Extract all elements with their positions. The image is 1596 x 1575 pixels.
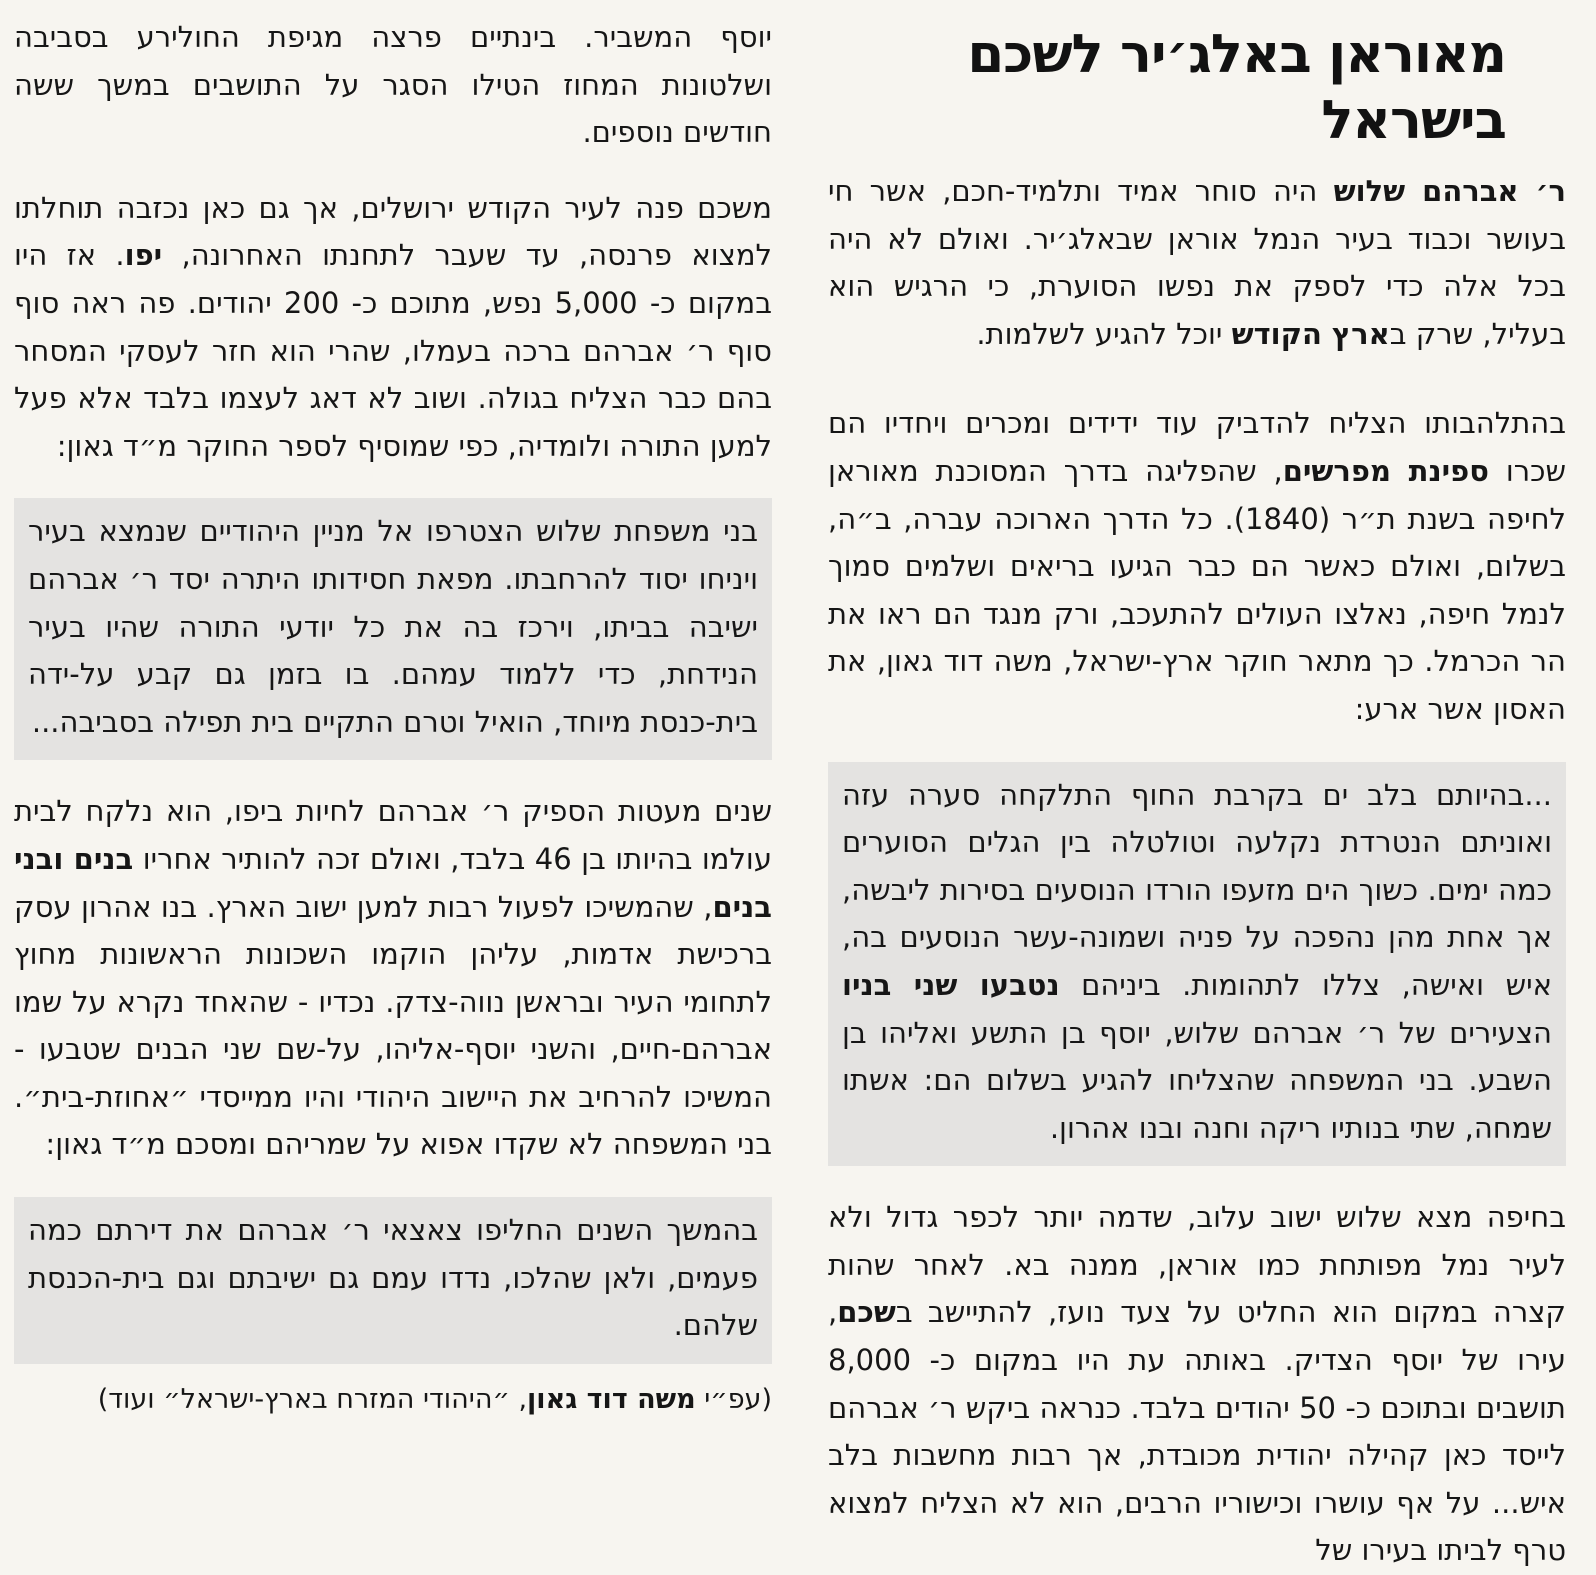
spacer <box>828 358 1566 400</box>
bold-city: שכם <box>837 1295 896 1330</box>
text: . אז היו במקום כ- 5,000 נפש, מתוכם כ- 200 יהודים. פה ראה סוף סוף ר׳ אברהם ברכה בעמלו, שהרי הוא חזר לעסקי המסחר בהם כבר הצליח בגולה. ושוב לא דאג לעצמו בלבד אלא פעל למען התורה ולומדיה, כפי שמוסיף לספר החוקר מ״ד גאון: <box>14 238 772 463</box>
source-credit <box>14 1378 772 1422</box>
text: , עירו של יוסף הצדיק. באותה עת היו במקום כ- 8,000 תושבים ובתוכם כ- 50 יהודים בלבד. כנראה ביקש ר׳ אברהם לייסד כאן קהילה יהודית מכובדת, אך רבות מחשבות בלב איש... על אף עושרו וכישוריו הרבים, הוא לא הצליח למצוא טרף לביתו בעירו של <box>828 1295 1566 1568</box>
text: , שהפליגה בדרך המסוכנת מאוראן לחיפה בשנת ת״ר (1840). כל הדרך הארוכה עברה, ב״ה, בשלום, ואולם כאשר הם כבר הגיעו בריאים ושלמים סמוך לנמל חיפה, נאלצו העולים להתעכב, ורק מנגד הם ראו את הר הכרמל. כך מתאר חוקר ארץ-ישראל, משה דוד גאון, את האסון אשר ארע: <box>828 453 1567 726</box>
spacer <box>828 1166 1566 1194</box>
quote-box-yeshiva <box>14 498 772 760</box>
bold-city: יפו <box>124 238 163 273</box>
quote-box-family <box>14 1197 772 1364</box>
quote-family: בהמשך השנים החליפו צאצאי ר׳ אברהם את דירתם כמה פעמים, ולאן שהלכו, נדדו עמם גם ישיבתם וגם בית-הכנסת שלהם. <box>28 1213 758 1343</box>
left-column <box>14 0 772 1481</box>
text: בחיפה מצא שלוש ישוב עלוב, שדמה יותר לכפר גדול ולא לעיר נמל מפותחת כמו אוראן, ממנה בא. לאחר שהות קצרה במקום הוא החליט על צעד נועז, להתיישב ב <box>828 1200 1566 1330</box>
quote-storm <box>842 772 1552 1153</box>
text: שנים מעטות הספיק ר׳ אברהם לחיות ביפו, הוא נלקח לבית עולמו בהיותו בן 46 בלבד, ואולם זכה להותיר אחריו <box>14 794 772 876</box>
bold-author: משה דוד גאון <box>527 1383 696 1415</box>
bold-place: ארץ הקודש <box>1231 316 1390 351</box>
quote-yeshiva: בני משפחת שלוש הצטרפו אל מניין היהודיים שנמצא בעיר ויניחו יסוד להרחבתו. מפאת חסידותו היתרה יסד ר׳ אברהם ישיבה בביתו, וירכז בה את כל יודעי התורה שהיו בעיר הנידחת, כדי ללמוד עמהם. בו בזמן גם קבע על-ידה בית-כנסת מיוחד, הואיל וטרם התקיים בית תפילה בסביבה... <box>28 514 758 739</box>
article-title: מאוראן באלג׳יר לשכם בישראל <box>967 24 1506 151</box>
text: יוכל להגיע לשלמות. <box>976 316 1232 351</box>
spacer <box>14 157 772 185</box>
spacer <box>14 470 772 498</box>
paragraph-voyage <box>828 400 1566 733</box>
text: הצעירים של ר׳ אברהם שלוש, יוסף בן התשע ואליהו בן השבע. בני המשפחה שהצליחו להגיע בשלום הם: אשתו שמחה, שתי בנותיו ריקה וחנה ובנו אהרון. <box>842 1015 1552 1145</box>
paragraph-cholera: יוסף המשביר. בינתיים פרצה מגיפת החולירע בסביבה ושלטונות המחוז הטילו הסגר על התושבים במשך ששה חודשים נוספים. <box>14 20 772 150</box>
paragraph-haifa <box>828 1194 1566 1575</box>
text: (עפ״י <box>695 1383 772 1415</box>
text: ...בהיותם בלב ים בקרבת החוף התלקחה סערה עזה ואוניתם הנטרדת נקלעה וטולטלה בין הגלים הסוערים כמה ימים. כשוך הים מזעפו הורדו הנוסעים בסירות ליבשה, אך אחת מהן נהפכה על פניה ושמונה-עשר הנוסעים בה, איש ואישה, צללו לתהומות. ביניהם <box>842 777 1552 1002</box>
bold-children: בנים ובני בנים <box>14 841 772 924</box>
text: , שהמשיכו לפעול רבות למען ישוב הארץ. בנו אהרון עסק ברכישת אדמות, עליהן הוקמו השכונות הראשונות מחוץ לתחומי העיר ובראשן נווה-צדק. נכדיו - שהאחד נקרא על שמו אברהם-חיים, והשני יוסף-אליהו, על-שם שני הבנים שטבעו - המשיכו להרחיב את היישוב היהודי והיו ממייסדי ״אחוזת-בית״. בני המשפחה לא שקדו אפוא על שמריהם ומסכם מ״ד גאון: <box>14 889 772 1162</box>
paragraph-intro <box>828 168 1566 358</box>
text: , ״היהודי המזרח בארץ-ישראל״ ועוד) <box>97 1383 528 1415</box>
bold-sons: נטבעו שני בניו <box>842 967 1060 1002</box>
paragraph-jaffa <box>14 185 772 471</box>
text: משכם פנה לעיר הקודש ירושלים, אך גם כאן נכזבה תוחלתו למצוא פרנסה, עד שעבר לתחנתו האחרונה, <box>14 190 772 273</box>
paragraph-legacy <box>14 788 772 1169</box>
quote-box-storm <box>828 762 1566 1167</box>
spacer <box>14 760 772 788</box>
text: היה סוחר אמיד ותלמיד-חכם, אשר חי בעושר וכבוד בעיר הנמל אוראן שבאלג׳יר. ואולם לא היה בכל אלה כדי לספק את נפשו הסוערת, כי הרגיש הוא בעליל, שרק ב <box>828 174 1566 351</box>
right-column <box>828 0 1567 1568</box>
bold-name: ר׳ אברהם שלוש <box>1333 174 1566 208</box>
text: בהתלהבותו הצליח להדביק עוד ידידים ומכרים ויחדיו הם שכרו <box>828 406 1566 488</box>
spacer <box>828 734 1566 762</box>
bold-ship: ספינת מפרשים <box>1282 453 1489 488</box>
spacer <box>14 1169 772 1197</box>
